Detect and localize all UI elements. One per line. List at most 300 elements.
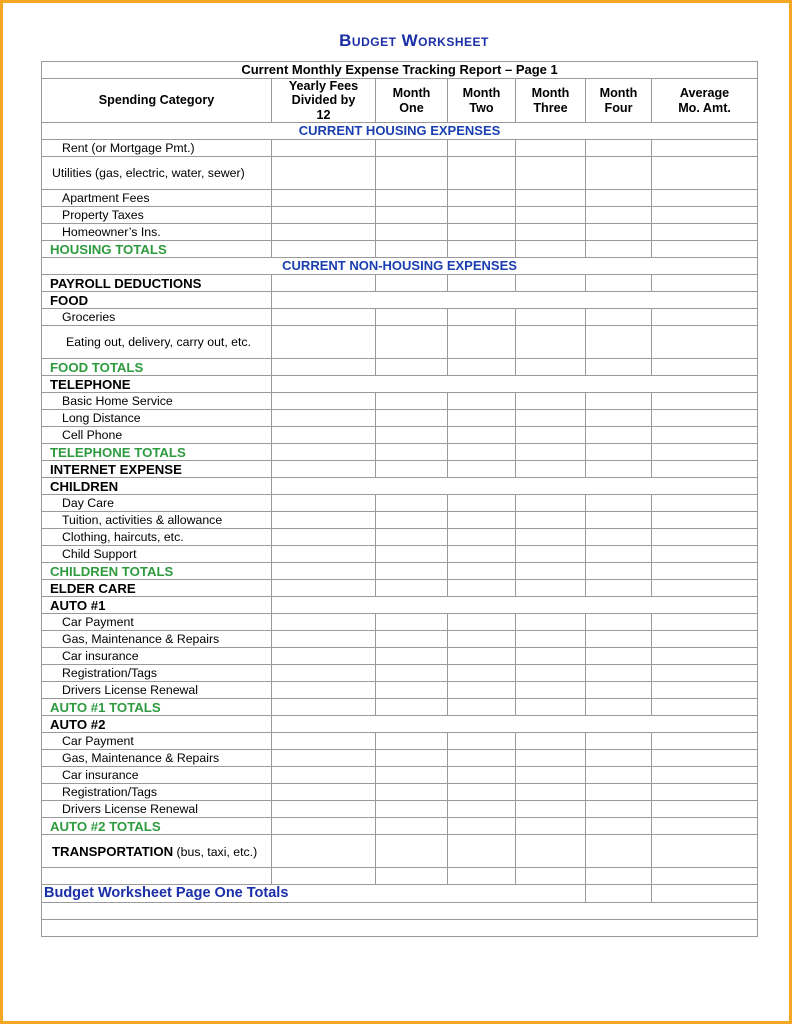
row-label-children: CHILDREN: [42, 478, 272, 495]
table-row: [42, 427, 758, 444]
cell-telephone-totals-yearly[interactable]: [272, 444, 376, 461]
cell-apartment-yearly[interactable]: [272, 190, 376, 207]
cell-auto1-payment-m3[interactable]: [516, 614, 586, 631]
cell-blank-m2[interactable]: [448, 868, 516, 885]
cell-auto2-registration-m4[interactable]: [586, 784, 652, 801]
cell-elder-care-m1[interactable]: [376, 580, 448, 597]
cell-auto1-registration-m3[interactable]: [516, 665, 586, 682]
cell-auto1-gas-m3[interactable]: [516, 631, 586, 648]
cell-children-totals-m4[interactable]: [586, 563, 652, 580]
cell-food-totals-m1[interactable]: [376, 359, 448, 376]
cell-auto1-license-m4[interactable]: [586, 682, 652, 699]
cell-auto1-totals-m2[interactable]: [448, 699, 516, 716]
cell-auto1-payment-avg[interactable]: [652, 614, 758, 631]
cell-auto2-totals-m4[interactable]: [586, 818, 652, 835]
table-row: [42, 157, 758, 190]
cell-footer-1[interactable]: [42, 903, 758, 920]
cell-property-taxes-yearly[interactable]: [272, 207, 376, 224]
cell-rent-m4[interactable]: [586, 140, 652, 157]
cell-elder-care-m4[interactable]: [586, 580, 652, 597]
table-row: [42, 648, 758, 665]
cell-transportation-m3[interactable]: [516, 835, 586, 868]
cell-auto2-gas-m2[interactable]: [448, 750, 516, 767]
cell-utilities-m4[interactable]: [586, 157, 652, 190]
cell-apartment-m1[interactable]: [376, 190, 448, 207]
column-header-yearly-fees: [272, 79, 376, 123]
cell-food-totals-m4[interactable]: [586, 359, 652, 376]
table-row: [42, 393, 758, 410]
cell-auto2-totals-m2[interactable]: [448, 818, 516, 835]
table-row: [42, 376, 758, 393]
cell-auto1-totals-m1[interactable]: [376, 699, 448, 716]
cell-payroll-m1[interactable]: [376, 275, 448, 292]
cell-auto1-gas-m4[interactable]: [586, 631, 652, 648]
cell-rent-avg[interactable]: [652, 140, 758, 157]
cell-food-totals-m2[interactable]: [448, 359, 516, 376]
cell-elder-care-yearly[interactable]: [272, 580, 376, 597]
cell-payroll-avg[interactable]: [652, 275, 758, 292]
m3-line-2: Three: [533, 100, 568, 115]
m1-line-2: One: [399, 100, 424, 115]
cell-auto1-gas-m2[interactable]: [448, 631, 516, 648]
cell-auto2-totals-m3[interactable]: [516, 818, 586, 835]
cell-auto1-license-m1[interactable]: [376, 682, 448, 699]
cell-payroll-m2[interactable]: [448, 275, 516, 292]
cell-auto2-gas-m4[interactable]: [586, 750, 652, 767]
cell-auto2-totals-m1[interactable]: [376, 818, 448, 835]
table-row: [42, 512, 758, 529]
cell-auto1-insurance-yearly[interactable]: [272, 648, 376, 665]
table-row-totals: [42, 563, 758, 580]
cell-groceries-yearly[interactable]: [272, 309, 376, 326]
cell-long-distance-m2[interactable]: [448, 410, 516, 427]
row-label-internet-expense: INTERNET EXPENSE: [42, 461, 272, 478]
cell-day-care-avg[interactable]: [652, 495, 758, 512]
cell-auto1-payment-m4[interactable]: [586, 614, 652, 631]
cell-footer-2[interactable]: [42, 920, 758, 937]
cell-utilities-yearly[interactable]: [272, 157, 376, 190]
cell-auto2-insurance-m4[interactable]: [586, 767, 652, 784]
cell-apartment-avg[interactable]: [652, 190, 758, 207]
row-label-auto1-gas: Gas, Maintenance & Repairs: [42, 631, 272, 648]
table-row: [42, 631, 758, 648]
row-label-transportation: [42, 835, 272, 868]
table-row: [42, 733, 758, 750]
row-label-auto1-license: Drivers License Renewal: [42, 682, 272, 699]
cell-groceries-m3[interactable]: [516, 309, 586, 326]
cell-long-distance-avg[interactable]: [652, 410, 758, 427]
cell-homeowners-avg[interactable]: [652, 224, 758, 241]
cell-eating-out-yearly[interactable]: [272, 326, 376, 359]
cell-clothing-m2[interactable]: [448, 529, 516, 546]
table-row: [42, 750, 758, 767]
cell-long-distance-m4[interactable]: [586, 410, 652, 427]
cell-eating-out-avg[interactable]: [652, 326, 758, 359]
yearly-line-3: 12: [316, 107, 331, 122]
cell-auto2-insurance-avg[interactable]: [652, 767, 758, 784]
cell-auto1-payment-m1[interactable]: [376, 614, 448, 631]
section-header-housing: [42, 123, 758, 140]
cell-homeowners-m1[interactable]: [376, 224, 448, 241]
cell-auto1-registration-yearly[interactable]: [272, 665, 376, 682]
cell-auto1-insurance-m4[interactable]: [586, 648, 652, 665]
table-row: [42, 784, 758, 801]
cell-telephone-totals-m2[interactable]: [448, 444, 516, 461]
cell-tuition-m4[interactable]: [586, 512, 652, 529]
cell-children-totals-yearly[interactable]: [272, 563, 376, 580]
cell-blank-m4[interactable]: [586, 868, 652, 885]
cell-auto2-registration-m3[interactable]: [516, 784, 586, 801]
row-label-auto1-totals: AUTO #1 TOTALS: [42, 699, 272, 716]
cell-blank-yearly[interactable]: [272, 868, 376, 885]
cell-auto1-totals-yearly[interactable]: [272, 699, 376, 716]
row-label-housing-totals: HOUSING TOTALS: [42, 241, 272, 258]
cell-food-totals-m3[interactable]: [516, 359, 586, 376]
cell-auto2-registration-yearly[interactable]: [272, 784, 376, 801]
cell-auto2-license-m2[interactable]: [448, 801, 516, 818]
table-subtitle-row: [42, 62, 758, 79]
cell-auto1-gas-m1[interactable]: [376, 631, 448, 648]
cell-clothing-yearly[interactable]: [272, 529, 376, 546]
cell-homeowners-m3[interactable]: [516, 224, 586, 241]
cell-auto1-insurance-m1[interactable]: [376, 648, 448, 665]
section-header-housing-label: CURRENT HOUSING EXPENSES: [42, 123, 758, 140]
cell-housing-totals-yearly[interactable]: [272, 241, 376, 258]
cell-internet-m4[interactable]: [586, 461, 652, 478]
cell-auto2-insurance-m2[interactable]: [448, 767, 516, 784]
table-row-blank: [42, 868, 758, 885]
cell-auto2-registration-avg[interactable]: [652, 784, 758, 801]
cell-tuition-yearly[interactable]: [272, 512, 376, 529]
cell-apartment-m4[interactable]: [586, 190, 652, 207]
table-row: [42, 495, 758, 512]
cell-housing-totals-m2[interactable]: [448, 241, 516, 258]
cell-payroll-m4[interactable]: [586, 275, 652, 292]
cell-food-totals-yearly[interactable]: [272, 359, 376, 376]
cell-children-totals-m2[interactable]: [448, 563, 516, 580]
cell-cell-phone-m1[interactable]: [376, 427, 448, 444]
cell-auto1-insurance-m3[interactable]: [516, 648, 586, 665]
cell-auto1-registration-m4[interactable]: [586, 665, 652, 682]
cell-internet-avg[interactable]: [652, 461, 758, 478]
table-row: [42, 140, 758, 157]
cell-apartment-m2[interactable]: [448, 190, 516, 207]
row-label-grand-totals: Budget Worksheet Page One Totals: [42, 885, 586, 903]
cell-auto2-registration-m2[interactable]: [448, 784, 516, 801]
cell-property-taxes-m1[interactable]: [376, 207, 448, 224]
cell-payroll-m3[interactable]: [516, 275, 586, 292]
cell-children-totals-m1[interactable]: [376, 563, 448, 580]
cell-telephone-totals-m1[interactable]: [376, 444, 448, 461]
cell-cell-phone-m3[interactable]: [516, 427, 586, 444]
table-row-totals: [42, 444, 758, 461]
avg-line-1: Average: [679, 86, 730, 101]
section-header-nonhousing-label: CURRENT NON-HOUSING EXPENSES: [42, 258, 758, 275]
cell-day-care-m2[interactable]: [448, 495, 516, 512]
cell-telephone-spacer: [272, 376, 758, 393]
cell-telephone-totals-avg[interactable]: [652, 444, 758, 461]
cell-housing-totals-m4[interactable]: [586, 241, 652, 258]
cell-cell-phone-m2[interactable]: [448, 427, 516, 444]
row-label-auto2: AUTO #2: [42, 716, 272, 733]
cell-tuition-m3[interactable]: [516, 512, 586, 529]
cell-cell-phone-yearly[interactable]: [272, 427, 376, 444]
avg-line-2: Mo. Amt.: [678, 100, 731, 115]
row-label-cell-phone: Cell Phone: [42, 427, 272, 444]
cell-utilities-m2[interactable]: [448, 157, 516, 190]
cell-telephone-totals-m4[interactable]: [586, 444, 652, 461]
cell-housing-totals-avg[interactable]: [652, 241, 758, 258]
cell-auto2-payment-m3[interactable]: [516, 733, 586, 750]
table-header-row: [42, 79, 758, 123]
row-label-auto1-car-payment: Car Payment: [42, 614, 272, 631]
cell-auto2-insurance-yearly[interactable]: [272, 767, 376, 784]
cell-property-taxes-m4[interactable]: [586, 207, 652, 224]
cell-blank-m3[interactable]: [516, 868, 586, 885]
cell-auto1-license-avg[interactable]: [652, 682, 758, 699]
cell-food-spacer: [272, 292, 758, 309]
cell-eating-out-m1[interactable]: [376, 326, 448, 359]
cell-clothing-avg[interactable]: [652, 529, 758, 546]
table-row-footer-2: [42, 920, 758, 937]
cell-internet-m3[interactable]: [516, 461, 586, 478]
cell-food-totals-avg[interactable]: [652, 359, 758, 376]
cell-day-care-m3[interactable]: [516, 495, 586, 512]
cell-basic-home-m1[interactable]: [376, 393, 448, 410]
row-label-auto2-insurance: Car insurance: [42, 767, 272, 784]
row-label-auto1-insurance: Car insurance: [42, 648, 272, 665]
column-header-average: [652, 79, 758, 123]
cell-rent-m3[interactable]: [516, 140, 586, 157]
cell-transportation-yearly[interactable]: [272, 835, 376, 868]
cell-basic-home-avg[interactable]: [652, 393, 758, 410]
cell-apartment-m3[interactable]: [516, 190, 586, 207]
cell-auto2-license-m1[interactable]: [376, 801, 448, 818]
cell-child-support-m4[interactable]: [586, 546, 652, 563]
cell-internet-m2[interactable]: [448, 461, 516, 478]
cell-auto2-payment-m1[interactable]: [376, 733, 448, 750]
cell-auto2-license-m4[interactable]: [586, 801, 652, 818]
cell-auto1-totals-m4[interactable]: [586, 699, 652, 716]
cell-auto1-gas-yearly[interactable]: [272, 631, 376, 648]
cell-homeowners-yearly[interactable]: [272, 224, 376, 241]
cell-property-taxes-m2[interactable]: [448, 207, 516, 224]
cell-telephone-totals-m3[interactable]: [516, 444, 586, 461]
cell-auto1-registration-m2[interactable]: [448, 665, 516, 682]
cell-housing-totals-m1[interactable]: [376, 241, 448, 258]
table-row: [42, 682, 758, 699]
cell-child-support-avg[interactable]: [652, 546, 758, 563]
cell-tuition-avg[interactable]: [652, 512, 758, 529]
row-label-eating-out: Eating out, delivery, carry out, etc.: [42, 326, 272, 359]
m3-line-1: Month: [531, 86, 570, 101]
cell-clothing-m3[interactable]: [516, 529, 586, 546]
cell-basic-home-yearly[interactable]: [272, 393, 376, 410]
cell-transportation-m4[interactable]: [586, 835, 652, 868]
cell-day-care-m4[interactable]: [586, 495, 652, 512]
cell-grand-total-m4[interactable]: [586, 885, 652, 903]
cell-children-totals-m3[interactable]: [516, 563, 586, 580]
cell-groceries-m2[interactable]: [448, 309, 516, 326]
column-header-spending-category: Spending Category: [42, 79, 272, 123]
cell-auto1-registration-m1[interactable]: [376, 665, 448, 682]
cell-auto1-license-m3[interactable]: [516, 682, 586, 699]
cell-utilities-m1[interactable]: [376, 157, 448, 190]
row-label-apartment-fees: Apartment Fees: [42, 190, 272, 207]
cell-auto1-license-yearly[interactable]: [272, 682, 376, 699]
row-label-basic-home-service: Basic Home Service: [42, 393, 272, 410]
m2-line-1: Month: [462, 86, 501, 101]
cell-transportation-m1[interactable]: [376, 835, 448, 868]
yearly-line-1: Yearly Fees: [288, 79, 359, 93]
cell-homeowners-m4[interactable]: [586, 224, 652, 241]
row-label-auto1: AUTO #1: [42, 597, 272, 614]
cell-children-totals-avg[interactable]: [652, 563, 758, 580]
transportation-note-text: (bus, taxi, etc.): [173, 844, 258, 859]
table-row-totals: [42, 241, 758, 258]
cell-auto2-gas-m1[interactable]: [376, 750, 448, 767]
cell-cell-phone-avg[interactable]: [652, 427, 758, 444]
row-label-rent: Rent (or Mortgage Pmt.): [42, 140, 272, 157]
cell-property-taxes-m3[interactable]: [516, 207, 586, 224]
cell-basic-home-m3[interactable]: [516, 393, 586, 410]
cell-tuition-m2[interactable]: [448, 512, 516, 529]
table-row-totals: [42, 818, 758, 835]
cell-elder-care-avg[interactable]: [652, 580, 758, 597]
cell-utilities-m3[interactable]: [516, 157, 586, 190]
cell-auto1-insurance-m2[interactable]: [448, 648, 516, 665]
cell-transportation-avg[interactable]: [652, 835, 758, 868]
cell-day-care-m1[interactable]: [376, 495, 448, 512]
cell-auto2-payment-m2[interactable]: [448, 733, 516, 750]
cell-auto2-payment-yearly[interactable]: [272, 733, 376, 750]
cell-homeowners-m2[interactable]: [448, 224, 516, 241]
row-label-auto1-registration: Registration/Tags: [42, 665, 272, 682]
cell-property-taxes-avg[interactable]: [652, 207, 758, 224]
cell-payroll-yearly[interactable]: [272, 275, 376, 292]
transportation-bold-text: TRANSPORTATION: [52, 843, 174, 859]
cell-clothing-m4[interactable]: [586, 529, 652, 546]
cell-auto1-totals-avg[interactable]: [652, 699, 758, 716]
m2-line-2: Two: [469, 100, 494, 115]
cell-auto1-payment-m2[interactable]: [448, 614, 516, 631]
table-row: [42, 309, 758, 326]
cell-auto1-license-m2[interactable]: [448, 682, 516, 699]
row-label-food: FOOD: [42, 292, 272, 309]
cell-child-support-m2[interactable]: [448, 546, 516, 563]
row-label-auto2-registration: Registration/Tags: [42, 784, 272, 801]
cell-auto2-license-yearly[interactable]: [272, 801, 376, 818]
cell-auto2-insurance-m3[interactable]: [516, 767, 586, 784]
cell-child-support-m3[interactable]: [516, 546, 586, 563]
table-row: [42, 546, 758, 563]
row-label-auto2-totals: AUTO #2 TOTALS: [42, 818, 272, 835]
cell-cell-phone-m4[interactable]: [586, 427, 652, 444]
cell-utilities-avg[interactable]: [652, 157, 758, 190]
cell-groceries-m4[interactable]: [586, 309, 652, 326]
table-row: [42, 665, 758, 682]
table-row-totals: [42, 699, 758, 716]
cell-auto2-payment-m4[interactable]: [586, 733, 652, 750]
cell-transportation-m2[interactable]: [448, 835, 516, 868]
cell-day-care-yearly[interactable]: [272, 495, 376, 512]
cell-long-distance-m1[interactable]: [376, 410, 448, 427]
cell-auto2-payment-avg[interactable]: [652, 733, 758, 750]
row-label-children-totals: CHILDREN TOTALS: [42, 563, 272, 580]
table-row: [42, 801, 758, 818]
cell-auto1-payment-yearly[interactable]: [272, 614, 376, 631]
cell-eating-out-m2[interactable]: [448, 326, 516, 359]
row-label-telephone-totals: TELEPHONE TOTALS: [42, 444, 272, 461]
cell-internet-m1[interactable]: [376, 461, 448, 478]
cell-auto2-license-avg[interactable]: [652, 801, 758, 818]
cell-child-support-yearly[interactable]: [272, 546, 376, 563]
cell-groceries-avg[interactable]: [652, 309, 758, 326]
cell-auto2-gas-m3[interactable]: [516, 750, 586, 767]
cell-blank-avg[interactable]: [652, 868, 758, 885]
cell-clothing-m1[interactable]: [376, 529, 448, 546]
cell-eating-out-m4[interactable]: [586, 326, 652, 359]
table-row: [42, 326, 758, 359]
cell-housing-totals-m3[interactable]: [516, 241, 586, 258]
table-row: [42, 292, 758, 309]
cell-grand-total-avg[interactable]: [652, 885, 758, 903]
cell-long-distance-yearly[interactable]: [272, 410, 376, 427]
cell-eating-out-m3[interactable]: [516, 326, 586, 359]
cell-basic-home-m2[interactable]: [448, 393, 516, 410]
row-label-utilities: Utilities (gas, electric, water, sewer): [42, 157, 272, 190]
cell-basic-home-m4[interactable]: [586, 393, 652, 410]
cell-blank-label[interactable]: [42, 868, 272, 885]
cell-rent-m2[interactable]: [448, 140, 516, 157]
cell-elder-care-m3[interactable]: [516, 580, 586, 597]
row-label-auto2-car-payment: Car Payment: [42, 733, 272, 750]
table-row: [42, 529, 758, 546]
cell-auto2-license-m3[interactable]: [516, 801, 586, 818]
column-header-month-one: [376, 79, 448, 123]
cell-auto2-totals-avg[interactable]: [652, 818, 758, 835]
table-row: [42, 410, 758, 427]
cell-auto2-gas-avg[interactable]: [652, 750, 758, 767]
cell-elder-care-m2[interactable]: [448, 580, 516, 597]
row-label-property-taxes: Property Taxes: [42, 207, 272, 224]
cell-auto1-gas-avg[interactable]: [652, 631, 758, 648]
table-row-footer-1: [42, 903, 758, 920]
cell-rent-yearly[interactable]: [272, 140, 376, 157]
row-label-elder-care: ELDER CARE: [42, 580, 272, 597]
cell-auto1-registration-avg[interactable]: [652, 665, 758, 682]
cell-auto2-totals-yearly[interactable]: [272, 818, 376, 835]
table-row: [42, 224, 758, 241]
row-label-food-totals: FOOD TOTALS: [42, 359, 272, 376]
cell-auto2-registration-m1[interactable]: [376, 784, 448, 801]
cell-auto1-insurance-avg[interactable]: [652, 648, 758, 665]
cell-auto2-gas-yearly[interactable]: [272, 750, 376, 767]
column-header-month-four: [586, 79, 652, 123]
column-header-month-two: [448, 79, 516, 123]
cell-long-distance-m3[interactable]: [516, 410, 586, 427]
cell-blank-m1[interactable]: [376, 868, 448, 885]
cell-rent-m1[interactable]: [376, 140, 448, 157]
cell-auto1-totals-m3[interactable]: [516, 699, 586, 716]
cell-groceries-m1[interactable]: [376, 309, 448, 326]
cell-internet-yearly[interactable]: [272, 461, 376, 478]
row-label-groceries: Groceries: [42, 309, 272, 326]
table-row: [42, 835, 758, 868]
cell-tuition-m1[interactable]: [376, 512, 448, 529]
cell-child-support-m1[interactable]: [376, 546, 448, 563]
cell-auto2-insurance-m1[interactable]: [376, 767, 448, 784]
